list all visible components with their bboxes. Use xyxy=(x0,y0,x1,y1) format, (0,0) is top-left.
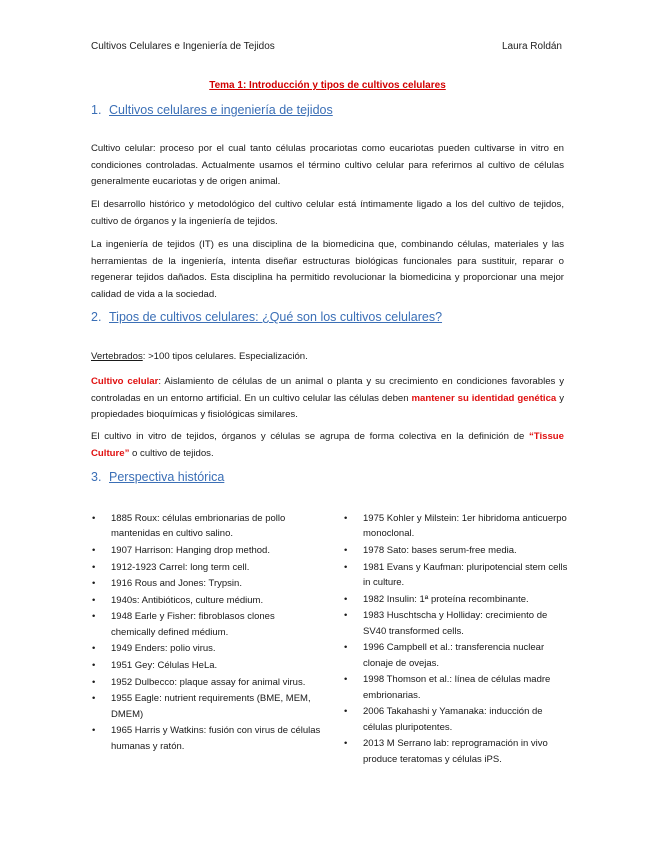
bullet-icon: • xyxy=(344,642,348,654)
header-left-text: Cultivos Celulares e Ingeniería de Tejidos xyxy=(91,41,275,52)
history-item xyxy=(91,609,321,640)
bullet-icon: • xyxy=(344,738,348,750)
section-2-number: 2. xyxy=(91,310,102,324)
history-item xyxy=(343,704,573,735)
bullet-icon: • xyxy=(92,725,96,737)
paragraph-definicion-cultivo xyxy=(91,374,564,424)
bullet-icon: • xyxy=(92,594,96,606)
history-item-text: 1885 Roux: células embrionarias de pollo mantenidas en cultivo salino. xyxy=(111,513,286,540)
history-item-text: 2006 Takahashi y Yamanaka: inducción de células pluripotentes. xyxy=(363,706,543,733)
history-list-left xyxy=(91,511,321,755)
section-3-number: 3. xyxy=(91,470,102,484)
history-item-text: 1912-1923 Carrel: long term cell. xyxy=(111,561,250,573)
identidad-genetica-highlight: mantener su identidad genética xyxy=(411,392,557,404)
vertebrados-label: Vertebrados xyxy=(91,351,143,362)
tissue-culture-text-1: El cultivo in vitro de tejidos, órganos y células se agrupa de forma colectiva en la definición de xyxy=(91,431,529,442)
vertebrados-text: : >100 tipos celulares. Especialización. xyxy=(142,351,308,362)
bullet-icon: • xyxy=(92,545,96,556)
paragraph-tissue-culture xyxy=(91,429,564,462)
history-item xyxy=(343,672,573,703)
history-item-text: 1951 Gey: Células HeLa. xyxy=(111,659,218,671)
history-item-text: 1982 Insulin: 1ª proteína recombinante. xyxy=(363,593,529,605)
section-3-title: Perspectiva histórica xyxy=(109,470,225,484)
bullet-icon: • xyxy=(92,611,96,623)
history-item xyxy=(343,608,573,639)
history-item xyxy=(91,675,321,690)
section-1-number: 1. xyxy=(91,103,102,117)
history-item-text: 1998 Thomson et al.: línea de células madre embrionarias. xyxy=(363,674,551,701)
history-item xyxy=(91,691,321,722)
paragraph-vertebrados xyxy=(91,349,564,366)
history-item xyxy=(91,576,321,591)
history-item xyxy=(343,592,573,607)
tissue-culture-text-2: o cultivo de tejidos. xyxy=(129,447,214,459)
history-item xyxy=(343,560,573,591)
history-item-text: 1978 Sato: bases serum-free media. xyxy=(363,545,517,556)
bullet-icon: • xyxy=(344,545,348,556)
history-item-text: 1916 Rous and Jones: Trypsin. xyxy=(111,578,242,590)
cultivo-celular-text-2: y propiedades bioquímicas y fisiológicas similares. xyxy=(91,392,564,420)
cultivo-celular-term: Cultivo celular xyxy=(91,376,159,387)
paragraph-desarrollo-historico: El desarrollo histórico y metodológico del cultivo celular está íntimamente ligado a los del cultivo de tejidos, cultivo de órganos y la ingeniería de tejidos. xyxy=(91,199,564,227)
history-item-text: 1996 Campbell et al.: transferencia nuclear clonaje de ovejas. xyxy=(363,642,545,669)
bullet-icon: • xyxy=(344,610,348,622)
section-3-heading xyxy=(91,470,224,484)
history-item-text: 1948 Earle y Fisher: fibroblasos clones chemically defined médium. xyxy=(111,611,275,638)
history-item xyxy=(91,511,321,542)
bullet-icon: • xyxy=(92,693,96,705)
tissue-culture-term: “Tissue Culture” xyxy=(91,431,564,459)
bullet-icon: • xyxy=(344,593,348,605)
history-item xyxy=(91,543,321,558)
bullet-icon: • xyxy=(344,513,348,524)
bullet-icon: • xyxy=(344,561,348,573)
history-item-text: 1983 Huschtscha y Holliday: crecimiento de SV40 transformed cells. xyxy=(363,610,548,637)
section-2-heading xyxy=(91,310,442,324)
bullet-icon: • xyxy=(92,659,96,671)
history-item-text: 1907 Harrison: Hanging drop method. xyxy=(111,545,270,556)
history-list-right xyxy=(343,511,573,768)
bullet-icon: • xyxy=(344,706,348,718)
bullet-icon: • xyxy=(92,578,96,590)
history-item xyxy=(91,723,321,754)
history-item xyxy=(343,511,573,542)
section-2-title: Tipos de cultivos celulares: ¿Qué son los cultivos celulares? xyxy=(109,310,443,324)
history-item-text: 2013 M Serrano lab: reprogramación in vivo produce teratomas y células iPS. xyxy=(363,738,548,765)
history-item-text: 1975 Kohler y Milstein: 1er hibridoma anticuerpo monoclonal. xyxy=(363,513,567,540)
history-item xyxy=(91,658,321,673)
history-item xyxy=(91,560,321,575)
history-item-text: 1955 Eagle: nutrient requirements (BME, MEM, DMEM) xyxy=(111,693,311,720)
paragraph-ingenieria-tejidos: La ingeniería de tejidos (IT) es una disciplina de la biomedicina que, combinando células, materiales y las herramientas de la ingeniería, intenta diseñar estructuras biológicas funcionales para sustituir, reparar o regenerar tejidos dañados. Esta disciplina ha permitido revolucionar la biomedicina y proporcionar una mejor calidad de vida a la sociedad. xyxy=(91,239,564,300)
history-item-text: 1952 Dulbecco: plaque assay for animal virus. xyxy=(111,676,306,688)
cultivo-celular-text-1: : Aislamiento de células de un animal o planta y su crecimiento en condiciones favorables y controladas en un entorno artificial. En un cultivo celular las células deben xyxy=(91,376,564,404)
history-item xyxy=(343,640,573,671)
history-item xyxy=(343,736,573,767)
history-item-text: 1949 Enders: polio virus. xyxy=(111,643,216,655)
section-1-title: Cultivos celulares e ingeniería de tejidos xyxy=(109,103,333,117)
section-1-heading xyxy=(91,103,333,117)
header-author: Laura Roldán xyxy=(501,41,562,52)
bullet-icon: • xyxy=(92,643,96,655)
history-item xyxy=(91,641,321,656)
history-item xyxy=(343,543,573,558)
bullet-icon: • xyxy=(344,674,348,686)
history-item-text: 1940s: Antibióticos, culture médium. xyxy=(111,594,264,606)
bullet-icon: • xyxy=(92,513,96,524)
document-title: Tema 1: Introducción y tipos de cultivos celulares xyxy=(209,80,446,91)
history-item xyxy=(91,593,321,608)
history-item-text: 1965 Harris y Watkins: fusión con virus de células humanas y ratón. xyxy=(111,725,321,752)
history-item-text: 1981 Evans y Kaufman: pluripotencial stem cells in culture. xyxy=(363,561,568,588)
bullet-icon: • xyxy=(92,676,96,688)
paragraph-cultivo-celular: Cultivo celular: proceso por el cual tanto células procariotas como eucariotas pueden cultivarse in vitro en condiciones controladas. Actualmente usamos el término cultivo celular para referirnos al cultivo de células generalmente eucariotas y de origen animal. xyxy=(91,143,564,187)
bullet-icon: • xyxy=(92,561,96,573)
